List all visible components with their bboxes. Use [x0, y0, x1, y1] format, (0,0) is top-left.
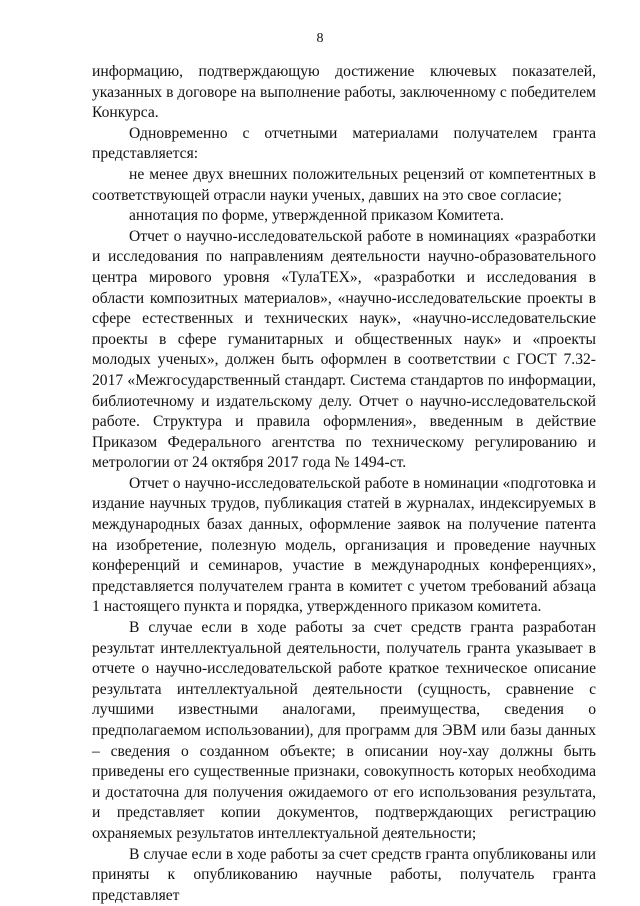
paragraph-published-works: В случае если в ходе работы за счет средств гранта опубликованы или приняты к опубликованию научные работы, получатель гранта представляет [92, 845, 596, 904]
paragraph-intellectual-property: В случае если в ходе работы за счет средств гранта разработан результат интеллектуальной деятельности, получатель гранта указывает в отчете о научно-исследовательской работе краткое техническое описание результата интеллектуальной деятельности (сущность, сравнение с лучшими известными аналогами, преимущества, сведения о предполагаемом использовании), для программ для ЭВМ или базы данных – сведения о созданном объекте; в описании ноу-хау должны быть приведены его существенные признаки, совокупность которых необходима и достаточна для получения ожидаемого от его использования результата, и представляет копии документов, подтверждающих регистрацию охраняемых результатов интеллектуальной деятельности; [92, 619, 596, 842]
paragraph-reviews: не менее двух внешних положительных рецензий от компетентных в соответствующей отрасли науки ученых, давших на это свое согласие; [92, 165, 596, 204]
document-body [92, 62, 596, 906]
page-number: 8 [316, 31, 324, 46]
paragraph-simultaneously: Одновременно с отчетными материалами получателем гранта представляется: [92, 124, 596, 163]
paragraph-report-publications: Отчет о научно-исследовательской работе в номинации «подготовка и издание научных трудов, публикация статей в журналах, индексируемых в международных базах данных, оформление заявок на получение патента на изобретение, полезную модель, организация и проведение научных конференций и семинаров, участие в международных конференциях», представляется получателем гранта в комитет с учетом требований абзаца 1 настоящего пункта и порядка, утвержденного приказом комитета. [92, 474, 596, 616]
paragraph-annotation: аннотация по форме, утвержденной приказом Комитета. [129, 207, 504, 225]
paragraph-report-gost: Отчет о научно-исследовательской работе в номинациях «разработки и исследования по направлениям деятельности научно-образовательного центра мирового уровня «ТулаТЕХ», «разработки и исследования в области композитных материалов», «научно-исследовательские проекты в сфере естественных и технических наук», «научно-исследовательские проекты в сфере гуманитарных и общественных наук» и «проекты молодых ученых», должен быть оформлен в соответствии с ГОСТ 7.32-2017 «Межгосударственный стандарт. Система стандартов по информации, библиотечному и издательскому делу. Отчет о научно-исследовательской работе. Структура и правила оформления», введенным в действие Приказом Федерального агентства по техническому регулированию и метрологии от 24 октября 2017 года № 1494-ст. [92, 227, 596, 472]
paragraph-continuation: информацию, подтверждающую достижение ключевых показателей, указанных в договоре на выполнение работы, заключенному с победителем Конкурса. [92, 63, 596, 122]
